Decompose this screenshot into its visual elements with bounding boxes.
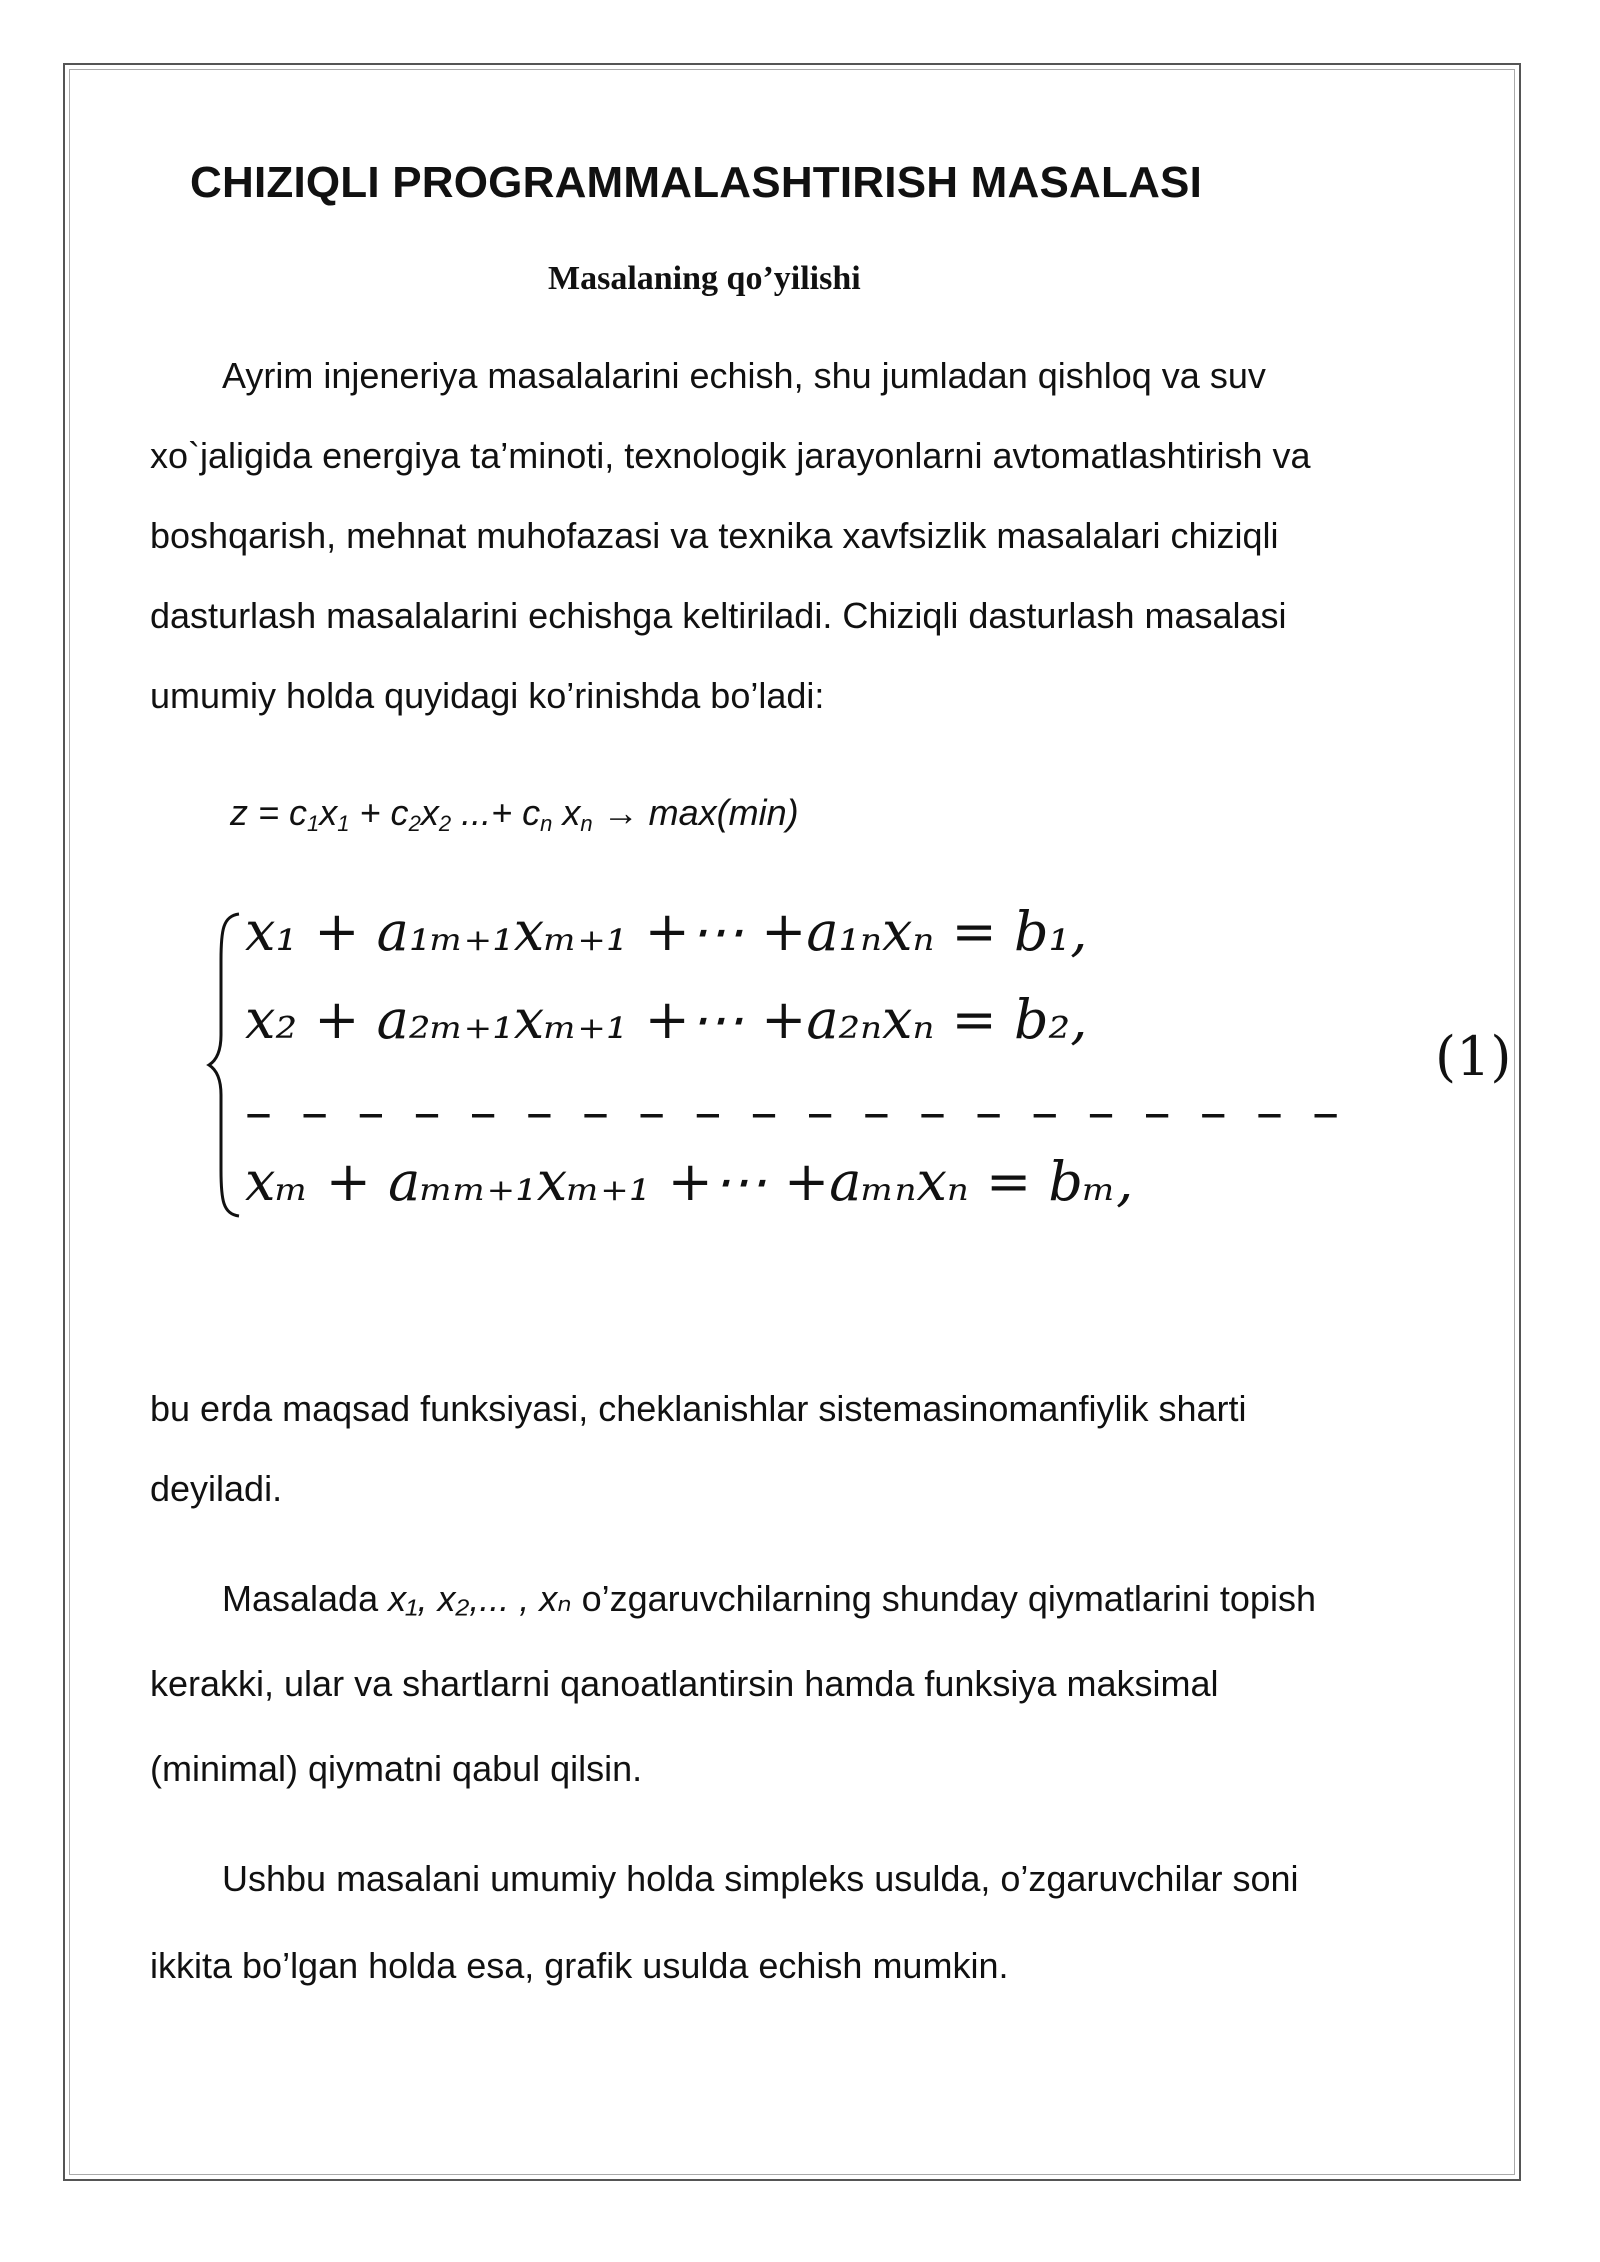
ellipsis-dashes: – – – – – – – – – – – – – – – – – – – –	[245, 1080, 1346, 1143]
constraint-system	[205, 900, 1545, 1230]
para4-line-2: ikkita bo’lgan holda esa, grafik usulda echish mumkin.	[150, 1945, 1009, 1986]
para1-line-3: boshqarish, mehnat muhofazasi va texnika xavfsizlik masalalari chiziqli	[150, 515, 1279, 556]
objective-function: $z = c_1x_1 + c_2x_2$ ...+ $c_n$ $x_n \to \max(\min)$	[230, 792, 799, 836]
para3-line-3: (minimal) qiymatni qabul qilsin.	[150, 1748, 643, 1789]
para3-line-2: kerakki, ular va shartlarni qanoatlantirsin hamda funksiya maksimal	[150, 1663, 1219, 1704]
para2-line-1: bu erda maqsad funksiyasi, cheklanishlar sistemasinomanfiylik sharti	[150, 1388, 1247, 1429]
para1-line-2: xo`jaligida energiya ta’minoti, texnologik jarayonlarni avtomatlashtirish va	[150, 435, 1311, 476]
constraint-eq-1: x₁ + a₁ₘ₊₁xₘ₊₁ +⋯ +a₁ₙxₙ = b₁,	[245, 900, 1088, 963]
para3-line-1: Masalada x₁, x₂,... , xₙ o’zgaruvchilarning shunday qiymatlarini topish	[222, 1578, 1316, 1619]
para4-line-1: Ushbu masalani umumiy holda simpleks usulda, o’zgaruvchilar soni	[222, 1858, 1299, 1899]
variables-list: x₁, x₂,... , xₙ	[388, 1578, 572, 1619]
constraint-eq-2: x₂ + a₂ₘ₊₁xₘ₊₁ +⋯ +a₂ₙxₙ = b₂,	[245, 988, 1088, 1051]
para1-line-5: umumiy holda quyidagi ko’rinishda bo’ladi:	[150, 675, 825, 716]
left-brace-icon	[205, 900, 245, 1230]
para1-line-4: dasturlash masalalarini echishga keltiriladi. Chiziqli dasturlash masalasi	[150, 595, 1287, 636]
document-title: CHIZIQLI PROGRAMMALASHTIRISH MASALASI	[190, 158, 1203, 207]
equation-number: (1)	[1435, 1025, 1512, 1088]
para1-line-1: Ayrim injeneriya masalalarini echish, shu jumladan qishloq va suv	[222, 355, 1266, 396]
constraint-eq-m: xₘ + aₘₘ₊₁xₘ₊₁ +⋯ +aₘₙxₙ = bₘ,	[245, 1150, 1134, 1213]
para2-line-2: deyiladi.	[150, 1468, 283, 1509]
section-subtitle: Masalaning qo’yilishi	[548, 260, 861, 297]
